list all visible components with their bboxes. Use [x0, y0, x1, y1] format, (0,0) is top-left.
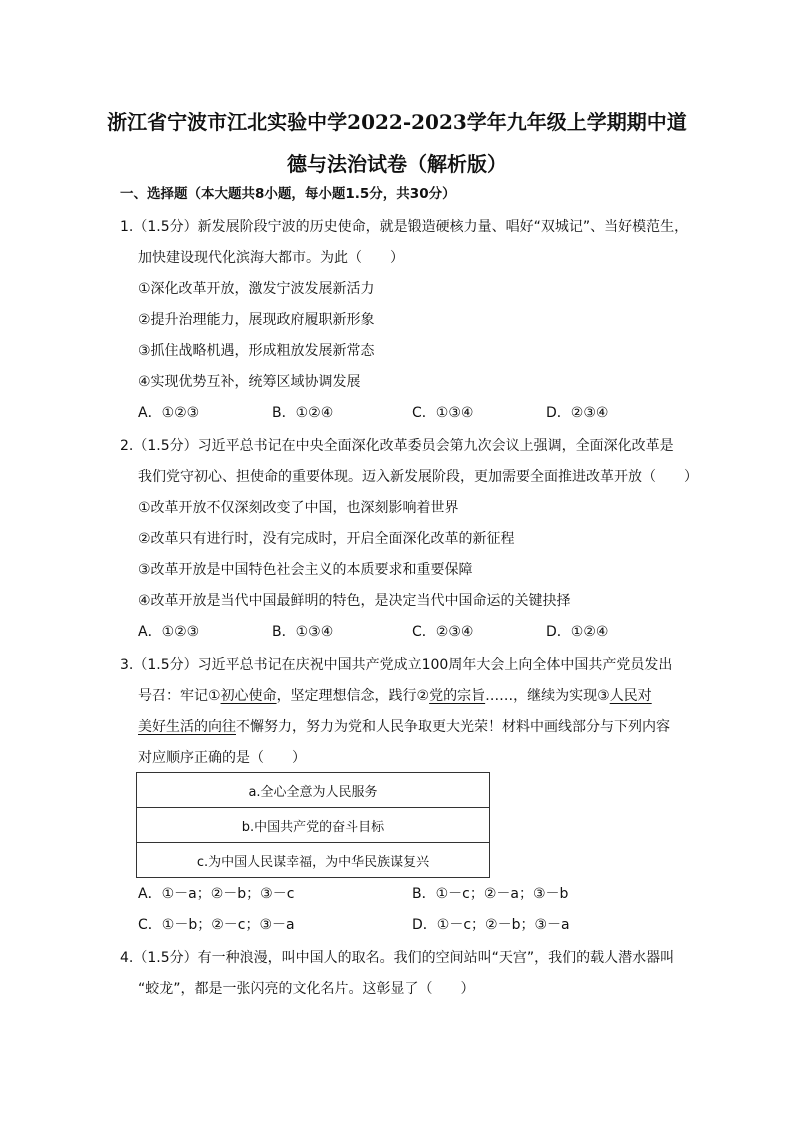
table-row: [137, 843, 490, 878]
q4-stem-line-1: 4.（1.5分）有一种浪漫，叫中国人的取名。我们的空间站叫“天宫”，我们的载人潜水器叫: [120, 950, 675, 966]
q3-stem-line-4: 对应顺序正确的是（ ）: [138, 750, 306, 766]
q3-stem-line-1: 3.（1.5分）习近平总书记在庆祝中国共产党成立100周年大会上向全体中国共产党员发出: [120, 657, 673, 673]
q1-option-b: B．①②④: [272, 405, 334, 421]
q3-text-segment: 不懈努力，努力为党和人民争取更大光荣！材料中画线部分与下列内容: [236, 719, 670, 735]
q2-item-4: ④改革开放是当代中国最鲜明的特色，是决定当代中国命运的关键抉择: [138, 593, 571, 609]
q1-stem-line-1: 1.（1.5分）新发展阶段宁波的历史使命，就是锻造硬核力量、唱好“双城记”、当好模范生，: [120, 219, 689, 235]
q1-option-d: D．②③④: [546, 405, 609, 421]
table-cell-b: b.中国共产党的奋斗目标: [137, 808, 490, 843]
q3-stem-line-2: [138, 686, 652, 706]
q2-option-b: B．①③④: [272, 624, 334, 640]
q3-option-d: D．①－c；②－b；③－a: [412, 917, 570, 933]
q3-underlined-phrase-3-end: 美好生活的向往: [138, 719, 236, 735]
q1-option-c: C．①③④: [412, 405, 474, 421]
table-row: [137, 808, 490, 843]
q2-option-a: A．①②③: [138, 624, 200, 640]
q1-item-1: ①深化改革开放，激发宁波发展新活力: [138, 281, 375, 297]
q3-text-segment: ，坚定理想信念，践行②: [276, 688, 430, 704]
q2-option-c: C．②③④: [412, 624, 474, 640]
q3-text-segment: 号召：牢记①: [138, 688, 221, 704]
q3-underlined-phrase-1: 初心使命: [220, 688, 277, 704]
q1-item-3: ③抓住战略机遇，形成粗放发展新常态: [138, 343, 375, 359]
q2-item-1: ①改革开放不仅深刻改变了中国，也深刻影响着世界: [138, 500, 459, 516]
q1-item-2: ②提升治理能力，展现政府履职新形象: [138, 312, 375, 328]
table-cell-a: a.全心全意为人民服务: [137, 773, 490, 808]
q3-underlined-phrase-3-start: 人民对: [609, 688, 652, 704]
section-heading: 一、选择题（本大题共8小题，每小题1.5分，共30分）: [120, 186, 456, 202]
q2-stem-line-2: 我们党守初心、担使命的重要体现。迈入新发展阶段，更加需要全面推进改革开放（ ）: [138, 469, 698, 485]
q3-option-b: B．①－c；②－a；③－b: [412, 886, 569, 902]
q3-option-a: A．①－a；②－b；③－c: [138, 886, 295, 902]
table-cell-c: c.为中国人民谋幸福，为中华民族谋复兴: [137, 843, 490, 878]
q1-item-4: ④实现优势互补，统筹区域协调发展: [138, 374, 361, 390]
q2-item-3: ③改革开放是中国特色社会主义的本质要求和重要保障: [138, 562, 473, 578]
q3-stem-line-3: [138, 717, 670, 737]
exam-title-line-1: 浙江省宁波市江北实验中学2022-2023学年九年级上学期期中道: [107, 110, 687, 134]
q4-stem-line-2: “蛟龙”，都是一张闪亮的文化名片。这彰显了（ ）: [138, 981, 475, 997]
q3-text-segment: ……，继续为实现③: [485, 688, 610, 704]
exam-title-line-2: 德与法治试卷（解析版）: [287, 152, 507, 176]
q1-option-a: A．①②③: [138, 405, 200, 421]
q3-option-c: C．①－b；②－c；③－a: [138, 917, 295, 933]
q2-option-d: D．①②④: [546, 624, 609, 640]
q2-stem-line-1: 2.（1.5分）习近平总书记在中央全面深化改革委员会第九次会议上强调，全面深化改革是: [120, 438, 674, 454]
q3-content-table: [136, 772, 490, 878]
q1-stem-line-2: 加快建设现代化滨海大都市。为此（ ）: [138, 250, 404, 266]
q3-underlined-phrase-2: 党的宗旨: [429, 688, 486, 704]
table-row: [137, 773, 490, 808]
q2-item-2: ②改革只有进行时，没有完成时，开启全面深化改革的新征程: [138, 531, 515, 547]
